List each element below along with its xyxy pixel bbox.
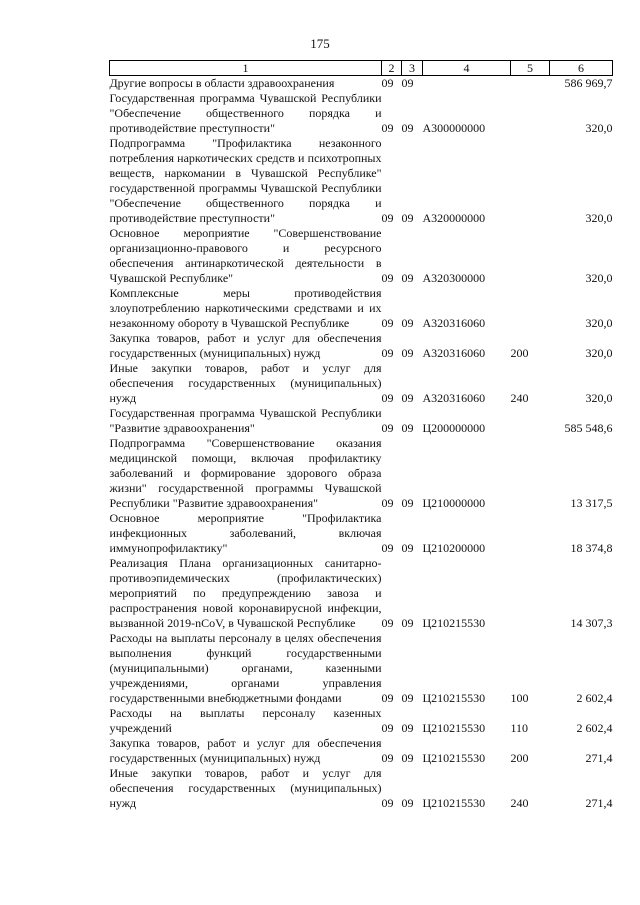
row-target-code: А320316060: [422, 346, 486, 360]
row-expense-type: [511, 76, 550, 92]
row-name: Государственная программа Чувашской Республики "Развитие здравоохранения": [109, 406, 382, 435]
row-subsection: 09: [401, 691, 414, 705]
row-section: 09: [381, 316, 394, 330]
row-section: 09: [381, 496, 394, 510]
row-expense-type: [511, 406, 550, 436]
table-row: [110, 136, 613, 226]
row-expense-type: 100: [510, 691, 529, 705]
row-target-code: Ц210200000: [422, 541, 486, 555]
row-target-code: А300000000: [422, 121, 486, 135]
table-body: [110, 76, 613, 812]
row-sum: 320,0: [585, 316, 613, 330]
row-name: Другие вопросы в области здравоохранения: [109, 76, 335, 90]
row-subsection: 09: [401, 271, 414, 285]
row-expense-type: [511, 136, 550, 226]
row-subsection: 09: [401, 541, 414, 555]
row-section: 09: [381, 616, 394, 630]
row-section: 09: [381, 721, 394, 735]
row-expense-type: [511, 91, 550, 136]
row-sum: 271,4: [585, 796, 613, 810]
row-name: Подпрограмма "Совершенствование оказания медицинской помощи, включая профилактику заболеваний и формирование здорового образа жизни" государственной программы Чувашской Республики "Развитие здравоохранения": [109, 436, 382, 510]
column-header: 1: [110, 61, 382, 76]
row-subsection: 09: [401, 316, 414, 330]
row-subsection: 09: [401, 616, 414, 630]
row-subsection: 09: [401, 751, 414, 765]
row-target-code: Ц210000000: [422, 496, 486, 510]
table-row: [110, 226, 613, 286]
table-row: [110, 556, 613, 631]
row-expense-type: 110: [510, 721, 529, 735]
row-section: 09: [381, 211, 394, 225]
row-target-code: Ц210215530: [422, 751, 486, 765]
row-name: Расходы на выплаты персоналу казенных учреждений: [109, 706, 382, 735]
row-name: Иные закупки товаров, работ и услуг для обеспечения государственных (муниципальных) нужд: [109, 361, 382, 405]
row-target-code: Ц210215530: [422, 616, 486, 630]
table-row: [110, 736, 613, 766]
row-subsection: 09: [401, 496, 414, 510]
row-name: Реализация Плана организационных санитарно-противоэпидемических (профилактических) мероприятий по предупреждению завоза и распространения новой коронавирусной инфекции, вызванной 2019-nCoV, в Чувашской Республике: [109, 556, 382, 630]
row-target-code: А320000000: [422, 211, 486, 225]
row-expense-type: [511, 286, 550, 331]
row-section: 09: [381, 796, 394, 810]
page-number: 175: [310, 36, 330, 51]
row-expense-type: [511, 436, 550, 511]
row-expense-type: [511, 226, 550, 286]
row-section: 09: [381, 391, 394, 405]
table-row: [110, 631, 613, 706]
row-name: Основное мероприятие "Совершенствование организационно-правового и ресурсного обеспечения антинаркотической деятельности в Чувашской Республике": [109, 226, 382, 285]
row-name: Иные закупки товаров, работ и услуг для обеспечения государственных (муниципальных) нужд: [109, 766, 382, 810]
row-sum: 13 317,5: [570, 496, 613, 510]
row-target-code: Ц210215530: [422, 691, 486, 705]
table-row: [110, 331, 613, 361]
table-row: [110, 286, 613, 331]
table-row: [110, 511, 613, 556]
row-section: 09: [381, 751, 394, 765]
row-expense-type: 200: [510, 346, 529, 360]
row-subsection: 09: [401, 421, 414, 435]
row-subsection: 09: [401, 721, 414, 735]
row-section: 09: [381, 76, 394, 90]
row-subsection: 09: [401, 346, 414, 360]
table-row: [110, 706, 613, 736]
row-section: 09: [381, 346, 394, 360]
table-row: [110, 406, 613, 436]
row-name: Государственная программа Чувашской Республики "Обеспечение общественного порядка и противодействие преступности": [109, 91, 382, 135]
table-row: [110, 361, 613, 406]
row-name: Подпрограмма "Профилактика незаконного потребления наркотических средств и психотропных веществ, наркомании в Чувашской Республике" государственной программы Чувашской Республики "Обеспечение общественного порядка и противодействие преступности": [109, 136, 382, 225]
row-sum: 320,0: [585, 391, 613, 405]
row-target-code: Ц210215530: [422, 796, 486, 810]
row-name: Закупка товаров, работ и услуг для обеспечения государственных (муниципальных) нужд: [109, 331, 382, 360]
column-header: 5: [511, 61, 550, 76]
row-sum: 271,4: [585, 751, 613, 765]
row-sum: 320,0: [585, 271, 613, 285]
row-name: Комплексные меры противодействия злоупотреблению наркотическими средствами и их незаконному обороту в Чувашской Республике: [109, 286, 382, 330]
row-name: Закупка товаров, работ и услуг для обеспечения государственных (муниципальных) нужд: [109, 736, 382, 765]
row-subsection: 09: [401, 211, 414, 225]
row-target-code: А320316060: [422, 391, 486, 405]
row-section: 09: [381, 421, 394, 435]
row-expense-type: [511, 511, 550, 556]
row-target-code: [423, 76, 511, 92]
budget-table: [109, 60, 613, 811]
row-sum: 2 602,4: [576, 691, 613, 705]
table-header-row: [110, 61, 613, 76]
row-expense-type: 240: [510, 391, 529, 405]
row-sum: 320,0: [585, 121, 613, 135]
table-row: [110, 91, 613, 136]
row-subsection: 09: [401, 76, 414, 90]
table-row: [110, 76, 613, 92]
column-header: 6: [550, 61, 613, 76]
row-sum: 320,0: [585, 346, 613, 360]
row-section: 09: [381, 541, 394, 555]
row-expense-type: 240: [510, 796, 529, 810]
row-subsection: 09: [401, 121, 414, 135]
row-expense-type: 200: [510, 751, 529, 765]
row-subsection: 09: [401, 391, 414, 405]
row-sum: 585 548,6: [564, 421, 613, 435]
row-target-code: А320300000: [422, 271, 486, 285]
row-subsection: 09: [401, 796, 414, 810]
row-target-code: А320316060: [422, 316, 486, 330]
row-expense-type: [511, 556, 550, 631]
row-section: 09: [381, 121, 394, 135]
row-section: 09: [381, 691, 394, 705]
column-header: 4: [423, 61, 511, 76]
row-sum: 586 969,7: [564, 76, 613, 90]
table-row: [110, 766, 613, 811]
row-section: 09: [381, 271, 394, 285]
row-name: Расходы на выплаты персоналу в целях обеспечения выполнения функций государственными (муниципальными) органами, казенными учреждениями, органами управления государственными внебюджетными фондами: [109, 631, 382, 705]
row-sum: 18 374,8: [570, 541, 613, 555]
column-header: 3: [402, 61, 423, 76]
row-name: Основное мероприятие "Профилактика инфекционных заболеваний, включая иммунопрофилактику": [109, 511, 382, 555]
row-sum: 320,0: [585, 211, 613, 225]
row-target-code: Ц210215530: [422, 721, 486, 735]
table-row: [110, 436, 613, 511]
column-header: 2: [382, 61, 402, 76]
row-sum: 14 307,3: [570, 616, 613, 630]
row-target-code: Ц200000000: [422, 421, 486, 435]
row-sum: 2 602,4: [576, 721, 613, 735]
